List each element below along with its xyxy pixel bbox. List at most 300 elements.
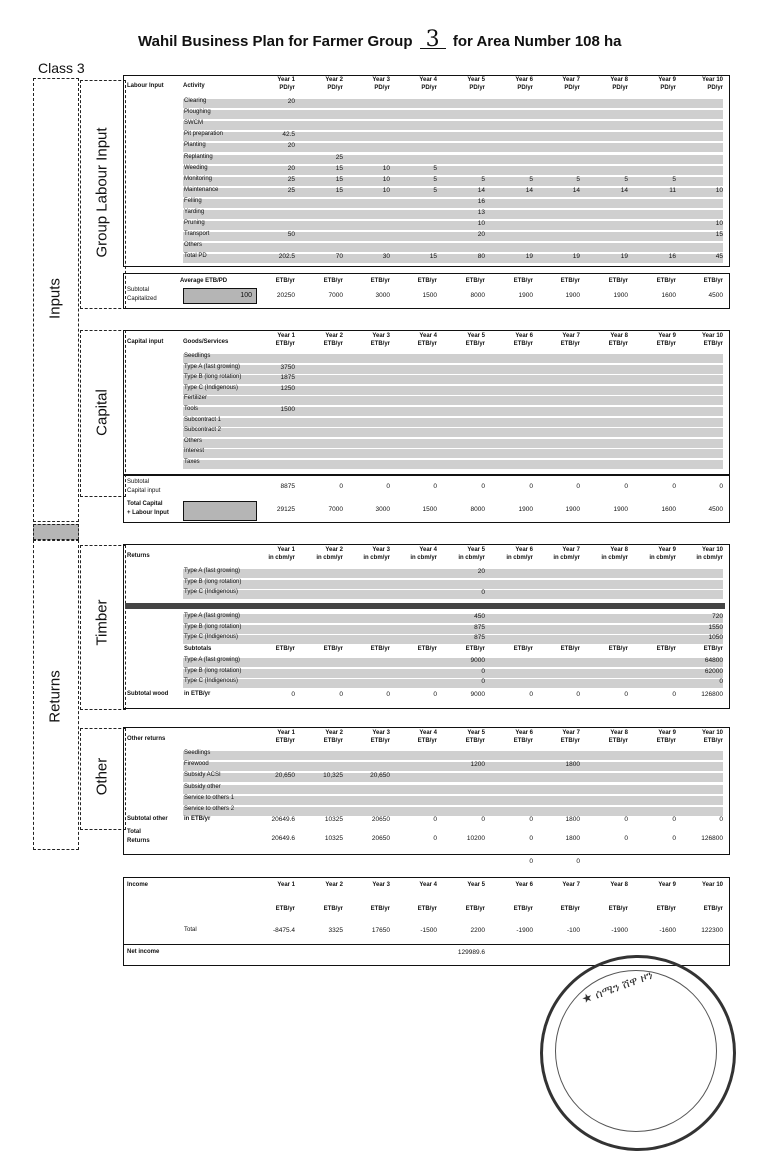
labour-etb-head: ETB/yr <box>703 278 723 284</box>
timber-etb-head: ETB/yr <box>323 646 343 652</box>
timber-unit-head: in cbm/yr <box>601 555 628 561</box>
page-title <box>138 27 622 52</box>
labour-cell: 13 <box>477 209 485 216</box>
labour-cell: 5 <box>576 175 580 183</box>
labour-subtotal-cell: 1900 <box>518 292 533 299</box>
other-row-label: Service to others 1 <box>184 794 235 801</box>
capital-year-head: Year 2 <box>325 333 343 339</box>
labour-cell: 5 <box>672 175 676 183</box>
capital-subtotal-cell: 0 <box>719 483 723 490</box>
other-unit-head: ETB/yr <box>608 738 628 744</box>
labour-cell: 5 <box>433 175 437 183</box>
timber-unit-head: in cbm/yr <box>696 555 723 561</box>
income-year-head: Year 8 <box>610 882 628 888</box>
timber-year-head: Year 7 <box>562 547 580 553</box>
income-year-head: Year 2 <box>325 882 343 888</box>
timber-price-cell: 450 <box>474 613 485 620</box>
labour-cell: 5 <box>481 175 485 183</box>
labour-cell: 15 <box>335 186 343 194</box>
timber-subtotal-cell: 0 <box>672 691 676 698</box>
capital-unit-head: ETB/yr <box>370 341 390 347</box>
labour-cell: 11 <box>669 186 676 194</box>
labour-unit-head: PD/yr <box>421 85 437 91</box>
labour-cell: 19 <box>572 253 580 261</box>
other-subtotal-cell: 1800 <box>565 816 580 823</box>
labour-year-head: Year 7 <box>562 77 580 83</box>
income-total-cell: -1500 <box>420 927 437 934</box>
labour-cell: 10 <box>715 186 723 194</box>
capital-row-label: Subcontract 2 <box>184 427 222 434</box>
timber-year-head: Year 4 <box>419 547 437 553</box>
capital-row-label: Type A (fast growing) <box>184 363 241 370</box>
other-cell: 20,650 <box>370 772 390 780</box>
capital-unit-head: ETB/yr <box>560 341 580 347</box>
capital-label: Capital <box>93 389 111 436</box>
labour-cell: 14 <box>525 186 533 194</box>
labour-year-head: Year 6 <box>515 77 533 83</box>
labour-subtotal-label: Subtotal <box>127 287 150 293</box>
other-unit-head: ETB/yr <box>560 738 580 744</box>
timber-etb-head: ETB/yr <box>703 646 723 652</box>
other-corner: Other returns <box>127 736 166 742</box>
other-total-cell: 0 <box>433 835 437 842</box>
other-total-cell: 1800 <box>565 835 580 842</box>
labour-cell: 10 <box>477 220 485 228</box>
labour-year-head: Year 8 <box>610 77 628 83</box>
other-cell: 10,325 <box>323 772 343 780</box>
timber-corner: Returns <box>127 553 150 559</box>
other-year-head: Year 1 <box>277 730 295 736</box>
labour-unit-head: PD/yr <box>612 85 628 91</box>
other-subtotal-cell: 0 <box>529 816 533 823</box>
labour-cell: 14 <box>572 186 580 194</box>
labour-cell: 15 <box>335 164 343 172</box>
capital-cell: 1875 <box>280 374 295 382</box>
other-unit-head: ETB/yr <box>656 738 676 744</box>
other-year-head: Year 2 <box>325 730 343 736</box>
group-number: 3 <box>420 32 446 49</box>
capital-year-head: Year 9 <box>658 333 676 339</box>
other-total-cell: 10325 <box>324 835 343 842</box>
timber-etb-row-label: Type B (long rotation) <box>184 667 242 674</box>
timber-etb-head: ETB/yr <box>417 646 437 652</box>
net-income-label: Net income <box>127 949 160 955</box>
capital-input-label: Capital input <box>127 488 161 494</box>
other-year-head: Year 9 <box>658 730 676 736</box>
labour-etb-head: ETB/yr <box>370 278 390 284</box>
capital-total-cell: 1900 <box>565 506 580 513</box>
labour-second-head: Activity <box>183 83 205 89</box>
timber-price-cell: 875 <box>474 634 485 641</box>
capital-subtotal-cell: 0 <box>624 483 628 490</box>
capital-year-head: Year 6 <box>515 333 533 339</box>
capital-unit-head: ETB/yr <box>417 341 437 347</box>
labour-unit-head: PD/yr <box>469 85 485 91</box>
labour-subtotal-cell: 20250 <box>276 292 295 299</box>
capital-total-cell: 4500 <box>708 506 723 513</box>
labour-cell: 10 <box>715 220 723 228</box>
labour-year-head: Year 3 <box>372 77 390 83</box>
timber-year-head: Year 8 <box>610 547 628 553</box>
capital-subtotal-label: Subtotal <box>127 479 150 485</box>
timber-price-band <box>125 603 725 609</box>
capital-subtotal-cell: 0 <box>576 483 580 490</box>
timber-volume-cell: 0 <box>481 589 485 596</box>
capital-unit-head: ETB/yr <box>323 341 343 347</box>
income-year-head: Year 5 <box>467 882 485 888</box>
capital-total-cell: 1900 <box>518 506 533 513</box>
labour-unit-head: PD/yr <box>707 85 723 91</box>
labour-year-head: Year 5 <box>467 77 485 83</box>
timber-unit-head: in cbm/yr <box>458 555 485 561</box>
income-total-label: Total <box>184 927 197 933</box>
other-unit-head: ETB/yr <box>703 738 723 744</box>
labour-etb-head: ETB/yr <box>608 278 628 284</box>
other-row-label: Service to others 2 <box>184 806 235 812</box>
labour-cell: 19 <box>525 253 533 261</box>
capital-row-label: Type C (Indigenous) <box>184 384 239 391</box>
timber-unit-head: in cbm/yr <box>268 555 295 561</box>
labour-cell: 16 <box>668 253 676 261</box>
other-subtotal-unit: in ETB/yr <box>184 816 211 822</box>
income-total-cell: 122300 <box>701 927 723 934</box>
capital-row-label: Type B (long rotation) <box>184 374 242 381</box>
labour-cell: 45 <box>715 253 723 261</box>
timber-subtotal-cell: 0 <box>529 691 533 698</box>
timber-subtotal-cell: 0 <box>386 691 390 698</box>
labour-cell: 25 <box>287 186 295 194</box>
other-row-label: Subsidy other <box>184 783 221 790</box>
capital-unit-head: ETB/yr <box>656 341 676 347</box>
labour-etb-head: ETB/yr <box>513 278 533 284</box>
timber-subtotal-cell: 0 <box>433 691 437 698</box>
timber-label: Timber <box>93 599 111 646</box>
timber-price-cell: 875 <box>474 623 485 631</box>
labour-cell: 20 <box>287 142 295 150</box>
timber-unit-head: in cbm/yr <box>410 555 437 561</box>
capital-subtotal-cell: 0 <box>433 483 437 490</box>
labour-cell: 10 <box>382 164 390 172</box>
other-total-cell: 20649.6 <box>271 835 295 842</box>
timber-etb-head: ETB/yr <box>370 646 390 652</box>
timber-subtotal-unit: in ETB/yr <box>184 691 211 697</box>
timber-year-head: Year 6 <box>515 547 533 553</box>
capital-year-head: Year 1 <box>277 333 295 339</box>
labour-cell: 20 <box>287 164 295 172</box>
other-subtotal-cell: 20649.6 <box>271 816 295 823</box>
capital-total-label-1: Total Capital <box>127 501 163 507</box>
income-year-head: Year 1 <box>277 882 295 888</box>
other-cell: 1200 <box>470 761 485 769</box>
labour-subtotal-cell: 3000 <box>375 292 390 299</box>
other-year-head: Year 3 <box>372 730 390 736</box>
income-year-head: Year 6 <box>515 882 533 888</box>
income-year-head: Year 4 <box>419 882 437 888</box>
capital-cell: 3750 <box>280 363 295 371</box>
timber-volume-row-label: Type C (Indigenous) <box>184 589 239 595</box>
labour-avg-head: Average ETB/PD <box>180 278 228 284</box>
income-total-cell: 17650 <box>371 927 390 934</box>
labour-row-label: Felling <box>184 197 202 204</box>
labour-cell: 5 <box>529 175 533 183</box>
income-year-head: Year 7 <box>562 882 580 888</box>
labour-etb-head: ETB/yr <box>656 278 676 284</box>
labour-unit-head: PD/yr <box>327 85 343 91</box>
income-total-cell: -1900 <box>611 927 628 934</box>
labour-subtotal-cell: 4500 <box>708 292 723 299</box>
labour-unit-head: PD/yr <box>374 85 390 91</box>
timber-price-row-label: Type C (Indigenous) <box>184 634 239 640</box>
other-subtotal-cell: 0 <box>481 816 485 823</box>
timber-volume-cell: 20 <box>477 568 485 575</box>
capital-year-head: Year 10 <box>701 333 723 339</box>
labour-cell: 19 <box>620 253 628 261</box>
other-total-cell: 10200 <box>466 835 485 842</box>
other-total-cell: 126800 <box>701 835 723 842</box>
labour-cell: 5 <box>433 186 437 194</box>
labour-year-head: Year 1 <box>277 77 295 83</box>
capital-subtotal-cell: 0 <box>529 483 533 490</box>
capital-unit-head: ETB/yr <box>608 341 628 347</box>
income-unit-head: ETB/yr <box>560 906 580 912</box>
other-row-label: Subsidy ACSI <box>184 772 221 779</box>
timber-subtotal-cell: 0 <box>339 691 343 698</box>
timber-year-head: Year 5 <box>467 547 485 553</box>
capital-unit-head: ETB/yr <box>513 341 533 347</box>
labour-subtotal-cell: 1500 <box>422 292 437 299</box>
other-unit-head: ETB/yr <box>275 738 295 744</box>
other-label: Other <box>93 757 111 796</box>
income-year-head: Year 10 <box>701 882 723 888</box>
other-subtotal-cell: 0 <box>624 816 628 823</box>
labour-year-head: Year 10 <box>701 77 723 83</box>
timber-subtotals-label: Subtotals <box>184 646 212 652</box>
labour-year-head: Year 2 <box>325 77 343 83</box>
timber-price-row-label: Type A (fast growing) <box>184 613 241 619</box>
other-extra-cell: 0 <box>529 858 533 865</box>
timber-unit-head: in cbm/yr <box>363 555 390 561</box>
income-label: Income <box>127 882 149 888</box>
labour-etb-head: ETB/yr <box>560 278 580 284</box>
labour-avg-value: 100 <box>240 292 252 299</box>
labour-corner: Labour Input <box>127 83 164 89</box>
capital-total-box <box>183 501 257 521</box>
capital-unit-head: ETB/yr <box>465 341 485 347</box>
title-suffix: for Area Number 108 ha <box>452 33 622 50</box>
timber-etb-row-label: Type C (Indigenous) <box>184 678 239 684</box>
labour-cell: 15 <box>335 175 343 183</box>
income-unit-head: ETB/yr <box>417 906 437 912</box>
capital-subtotal-cell: 0 <box>672 483 676 490</box>
capital-row-label: Taxes <box>184 459 200 465</box>
timber-etb-cell: 0 <box>481 678 485 685</box>
timber-etb-head: ETB/yr <box>275 646 295 652</box>
other-total-cell: 0 <box>672 835 676 842</box>
income-year-head: Year 3 <box>372 882 390 888</box>
labour-row-label: Pit preparation <box>184 131 224 138</box>
labour-subtotal-cell: 1600 <box>661 292 676 299</box>
other-unit-head: ETB/yr <box>513 738 533 744</box>
timber-etb-row-label: Type A (fast growing) <box>184 657 241 663</box>
timber-year-head: Year 3 <box>372 547 390 553</box>
labour-row-label: Monitoring <box>184 175 213 182</box>
capital-total-cell: 1500 <box>422 506 437 513</box>
income-total-cell: 2200 <box>470 927 485 934</box>
income-unit-head: ETB/yr <box>703 906 723 912</box>
other-year-head: Year 10 <box>701 730 723 736</box>
other-cell: 1800 <box>565 761 580 769</box>
labour-cell: 10 <box>382 186 390 194</box>
capital-cell: 1250 <box>280 384 295 392</box>
labour-row-label: Planting <box>184 142 206 149</box>
labour-subtotal-cell: 8000 <box>470 292 485 299</box>
timber-year-head: Year 1 <box>277 547 295 553</box>
capital-second-head: Goods/Services <box>183 339 229 345</box>
labour-row-label: Replanting <box>184 153 213 160</box>
labour-row-label: Total PD <box>184 253 207 260</box>
capital-year-head: Year 4 <box>419 333 437 339</box>
other-unit-head: ETB/yr <box>465 738 485 744</box>
timber-volume-row-label: Type B (long rotation) <box>184 578 242 585</box>
capital-cell: 1500 <box>280 406 295 413</box>
labour-cell: 10 <box>382 175 390 183</box>
timber-etb-cell: 0 <box>481 667 485 675</box>
capital-total-cell: 7000 <box>328 506 343 513</box>
income-total-cell: -8475.4 <box>272 927 295 934</box>
timber-price-cell: 720 <box>712 613 723 620</box>
capital-row-label: Subcontract 1 <box>184 416 222 423</box>
group-labour-label: Group Labour Input <box>93 127 111 258</box>
labour-cell: 20 <box>477 231 485 239</box>
other-extra-cell: 0 <box>576 858 580 865</box>
labour-unit-head: PD/yr <box>279 85 295 91</box>
income-unit-head: ETB/yr <box>465 906 485 912</box>
labour-unit-head: PD/yr <box>564 85 580 91</box>
labour-row-label: Clearing <box>184 98 207 104</box>
labour-cell: 42.5 <box>282 131 295 139</box>
capital-unit-head: ETB/yr <box>703 341 723 347</box>
timber-etb-cell: 9000 <box>470 657 485 664</box>
timber-price-cell: 1550 <box>708 623 723 631</box>
labour-cell: 20 <box>287 98 295 105</box>
labour-subtotal-cell: 1900 <box>565 292 580 299</box>
title-prefix: Wahil Business Plan for Farmer Group <box>138 33 413 50</box>
other-year-head: Year 6 <box>515 730 533 736</box>
other-subtotal-cell: 10325 <box>324 816 343 823</box>
other-total-label-1: Total <box>127 829 141 835</box>
labour-cell: 25 <box>335 153 343 161</box>
other-unit-head: ETB/yr <box>323 738 343 744</box>
capital-subtotal-cell: 0 <box>339 483 343 490</box>
labour-etb-head: ETB/yr <box>275 278 295 284</box>
labour-cell: 16 <box>477 197 485 205</box>
capital-total-cell: 8000 <box>470 506 485 513</box>
labour-row-label: Ploughing <box>184 109 211 116</box>
other-row-label: Firewood <box>184 761 209 768</box>
timber-unit-head: in cbm/yr <box>649 555 676 561</box>
labour-cell: 80 <box>477 253 485 261</box>
income-total-cell: -1600 <box>659 927 676 934</box>
income-unit-head: ETB/yr <box>370 906 390 912</box>
returns-label: Returns <box>46 670 64 723</box>
labour-cell: 5 <box>433 164 437 172</box>
timber-etb-head: ETB/yr <box>608 646 628 652</box>
timber-year-head: Year 10 <box>701 547 723 553</box>
timber-etb-head: ETB/yr <box>560 646 580 652</box>
other-cell: 20,650 <box>275 772 295 780</box>
capital-row-label: Fertilizer <box>184 395 208 402</box>
labour-capitalized-label: Capitalized <box>127 296 157 302</box>
other-year-head: Year 5 <box>467 730 485 736</box>
labour-year-head: Year 9 <box>658 77 676 83</box>
other-unit-head: ETB/yr <box>370 738 390 744</box>
labour-row-label: Others <box>184 242 203 249</box>
timber-subtotal-cell: 0 <box>576 691 580 698</box>
timber-subtotal-cell: 0 <box>624 691 628 698</box>
income-unit-head: ETB/yr <box>513 906 533 912</box>
labour-etb-head: ETB/yr <box>465 278 485 284</box>
timber-price-cell: 1050 <box>708 634 723 641</box>
labour-year-head: Year 4 <box>419 77 437 83</box>
net-income-value: 129989.6 <box>457 949 485 956</box>
inputs-label: Inputs <box>46 278 64 319</box>
other-unit-head: ETB/yr <box>417 738 437 744</box>
income-total-cell: 3325 <box>328 927 343 934</box>
timber-year-head: Year 2 <box>325 547 343 553</box>
timber-unit-head: in cbm/yr <box>316 555 343 561</box>
timber-etb-cell: 64800 <box>704 657 723 664</box>
labour-cell: 70 <box>335 253 343 261</box>
other-total-cell: 0 <box>624 835 628 842</box>
stamp-text: ★ ሰሜን ሸዋ ዞን <box>579 967 655 1007</box>
other-subtotal-cell: 0 <box>433 816 437 823</box>
labour-cell: 25 <box>287 175 295 183</box>
capital-total-cell: 1600 <box>661 506 676 513</box>
income-unit-head: ETB/yr <box>608 906 628 912</box>
timber-etb-head: ETB/yr <box>656 646 676 652</box>
labour-row-label: Weeding <box>184 164 208 171</box>
labour-row-label: Maintenance <box>184 186 219 193</box>
timber-subtotal-cell: 9000 <box>470 691 485 698</box>
timber-subtotal-label: Subtotal wood <box>127 691 169 697</box>
other-row-label: Seedlings <box>184 750 211 756</box>
labour-subtotal-cell: 7000 <box>328 292 343 299</box>
labour-cell: 50 <box>287 231 295 239</box>
timber-etb-cell: 62000 <box>704 667 723 675</box>
other-year-head: Year 7 <box>562 730 580 736</box>
capital-total-cell: 1900 <box>613 506 628 513</box>
capital-corner: Capital input <box>127 339 164 345</box>
labour-row-label: Pruning <box>184 220 205 227</box>
capital-total-cell: 29125 <box>276 506 295 513</box>
other-subtotal-cell: 0 <box>719 816 723 823</box>
labour-unit-head: PD/yr <box>517 85 533 91</box>
income-unit-head: ETB/yr <box>656 906 676 912</box>
capital-row-label: Others <box>184 437 203 444</box>
timber-etb-head: ETB/yr <box>465 646 485 652</box>
capital-year-head: Year 7 <box>562 333 580 339</box>
labour-row-label: SWCM <box>184 120 203 127</box>
timber-volume-row-label: Type A (fast growing) <box>184 568 241 574</box>
timber-unit-head: in cbm/yr <box>506 555 533 561</box>
timber-price-row-label: Type B (long rotation) <box>184 623 242 630</box>
labour-row-label: Yarding <box>184 209 205 215</box>
labour-row-label: Transport <box>184 231 210 238</box>
capital-subtotal-cell: 8875 <box>280 483 295 490</box>
income-year-head: Year 9 <box>658 882 676 888</box>
capital-row-label: Seedlings <box>184 353 211 359</box>
other-subtotal-cell: 0 <box>672 816 676 823</box>
